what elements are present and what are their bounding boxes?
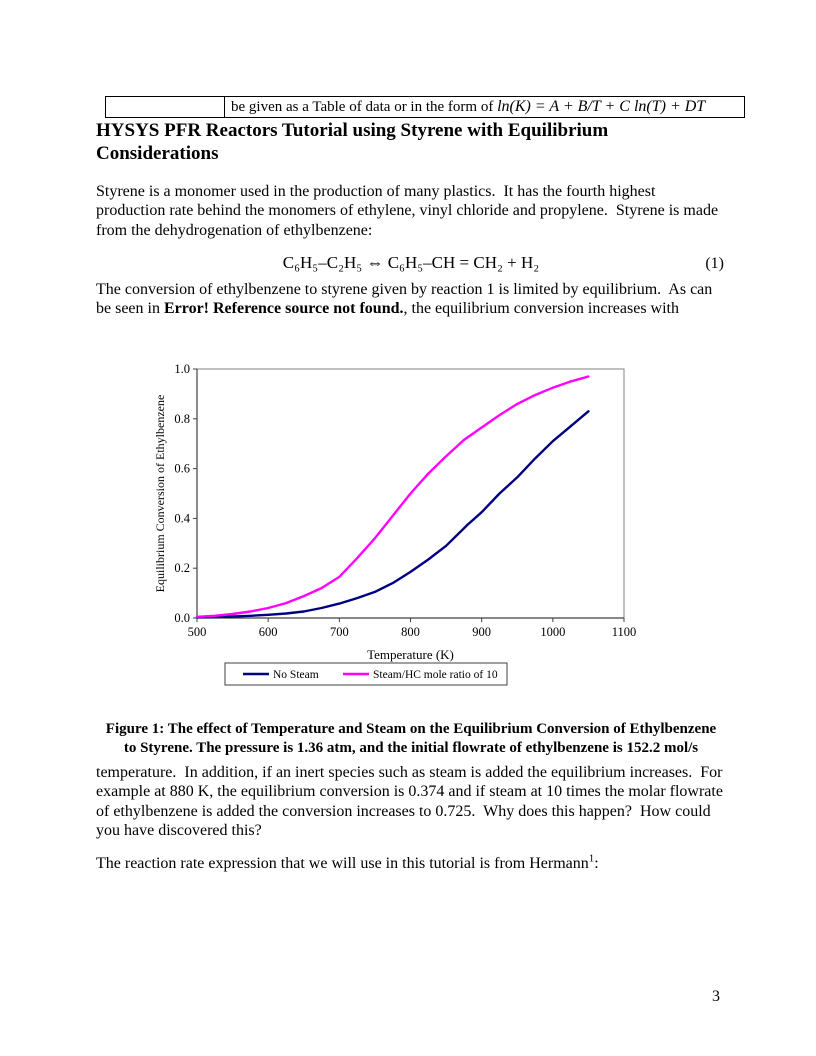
y-tick-label: 0.6: [174, 461, 190, 476]
legend-label-0: No Steam: [273, 669, 319, 681]
equation-number: (1): [705, 255, 724, 272]
y-tick-label: 0.0: [174, 611, 190, 625]
x-tick-label: 700: [329, 625, 349, 639]
x-tick-label: 600: [258, 625, 278, 639]
rate-expression-after: :: [594, 855, 599, 872]
y-tick-label: 1.0: [174, 362, 190, 376]
reaction-equation-row: [96, 253, 726, 277]
paragraph-intro: Styrene is a monomer used in the production of many plastics. It has the fourth highest production rate behind the monomers of ethylene, vinyl chloride and propylene. Styrene is made from the dehydrogenation of ethylbenzene:: [96, 183, 723, 239]
y-tick-label: 0.2: [174, 561, 190, 576]
page-title: HYSYS PFR Reactors Tutorial using Styrene with Equilibrium Considerations: [96, 120, 609, 164]
y-tick-label: 0.8: [174, 411, 190, 426]
legend-label-1: Steam/HC mole ratio of 10: [373, 669, 498, 681]
figure-caption: [96, 720, 726, 758]
paragraph-rate-expression: [96, 854, 726, 873]
page-number: 3: [712, 988, 720, 1005]
figure-1-chart: [150, 356, 650, 696]
x-axis-title: Temperature (K): [367, 647, 454, 662]
x-tick-label: 800: [401, 625, 420, 639]
reaction-equation: C₆H₅–C₂H₅ ⇔ C₆H₅–CH = CH₂ + H₂: [282, 253, 540, 272]
table-row: [106, 97, 745, 118]
table-cell-empty: [106, 97, 225, 118]
x-tick-label: 500: [187, 625, 207, 639]
error-reference-text: Error! Reference source not found.: [163, 300, 404, 318]
footnote-marker: 1: [588, 852, 595, 865]
rate-expression-before: The reaction rate expression that we will use in this tutorial is from Hermann: [96, 855, 589, 872]
x-tick-label: 1000: [540, 625, 566, 639]
paragraph-equilibrium-before: The conversion of ethylbenzene to styrene given by reaction 1 is limited by equilibrium. As can be seen in: [96, 281, 717, 318]
table-cell-formula-text: [225, 97, 745, 118]
figure-caption-line1: Figure 1: The effect of Temperature and Steam on the Equilibrium Conversion of Ethylbenzene: [105, 721, 717, 737]
y-tick-label: 0.4: [174, 511, 190, 526]
paragraph-equilibrium: [96, 280, 726, 319]
x-tick-label: 1100: [611, 625, 637, 639]
y-axis-title: Equilibrium Conversion of Ethylbenzene: [153, 394, 167, 593]
series-line-1: [197, 377, 588, 617]
continuation-table: [105, 96, 745, 118]
table-text: be given as a Table of data or in the form of: [231, 99, 498, 115]
figure-caption-line2: to Styrene. The pressure is 1.36 atm, and the initial flowrate of ethylbenzene is 152.2 mol/s: [123, 740, 699, 756]
paragraph-temperature: temperature. In addition, if an inert species such as steam is added the equilibrium increases. For example at 880 K, the equilibrium conversion is 0.374 and if steam at 10 times the molar flowrate of ethylbenzene is added the conversion increases to 0.725. Why does this happen? How could you have discovered this?: [96, 764, 727, 839]
x-tick-label: 900: [472, 625, 492, 639]
equilibrium-constant-formula: ln(K) = A + B/T + C ln(T) + DT: [497, 98, 706, 115]
paragraph-equilibrium-after: , the equilibrium conversion increases with: [403, 300, 679, 318]
figure-chart-svg: [150, 356, 650, 696]
